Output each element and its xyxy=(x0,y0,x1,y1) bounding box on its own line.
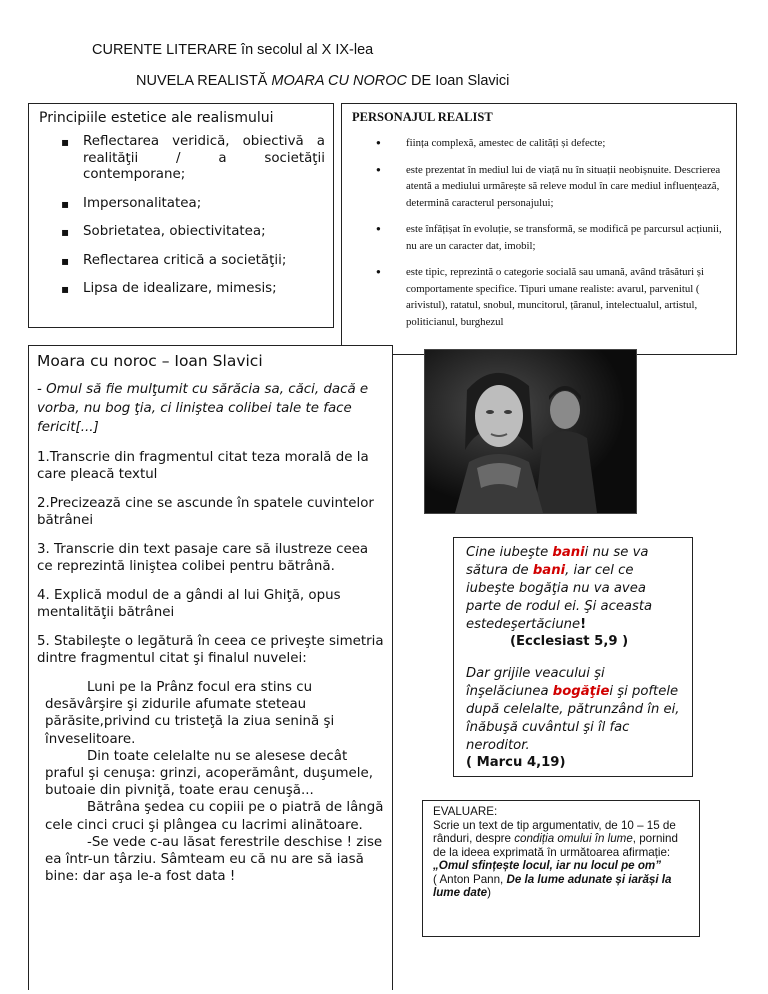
question: 2.Precizează cine se ascunde în spatele cuvintelor bătrânei xyxy=(37,496,374,528)
list-item: ● ființa complexă, amestec de calități și defecte; xyxy=(376,135,726,152)
ecclesiast-reference: (Ecclesiast 5,9 ) xyxy=(510,634,629,649)
evaluation-source: ( Anton Pann, De la lume adunate și iarăși la lume date) xyxy=(433,872,672,899)
list-item: ▪ Lipsa de idealizare, mimesis; xyxy=(61,281,325,298)
evaluation-text: Scrie un text de tip argumentativ, de 10 – 15 de rânduri, despre condiția omului în lume, pornind de la ideea exprimată în următoarea afirmație: „Omul sfințește locul, iar nu locul pe om” xyxy=(433,818,678,872)
question: 5. Stabileşte o legătură în ceea ce priveşte simetria dintre fragmentul citat şi finalul nuvelei: xyxy=(37,634,384,666)
passage-paragraph: Luni pe la Prânz focul era stins cu desăvârşire şi zidurile afumate steteau părăsite,privind cu tristeţă la ziua senină şi înveselitoare. xyxy=(45,680,335,747)
evaluation-box xyxy=(422,800,700,937)
film-still-image xyxy=(424,349,637,514)
moral-quote: - Omul să fie mulţumit cu sărăcia sa, căci, dacă e vorba, nu bog ţia, ci liniştea colibei tale te face fericit[...] xyxy=(37,382,369,435)
question: 1.Transcrie din fragmentul citat teza morală de la care pleacă textul xyxy=(37,450,369,482)
principles-list xyxy=(37,134,325,298)
mark-quote: Dar grijile veacului şi înşelăciunea bogăţiei şi poftele după celelalte, pătrunzând în ei, înăbuşă cuvântul şi îl fac neroditor. xyxy=(466,666,680,753)
list-item: ● este prezentat în mediul lui de viață nu în situații neobișnuite. Descrierea atentă a mediului urmărește să releve modul în care mediul influențează, determină caracterul personajului; xyxy=(376,162,726,212)
passage-paragraph: -Se vede c-au lăsat ferestrile deschise ! zise ea într-un târziu. Sâmteam eu că nu are să iasă bine: dar aşa le-a fost data ! xyxy=(45,834,383,885)
page-subheading: NUVELA REALISTĂ MOARA CU NOROC DE Ioan Slavici xyxy=(136,73,510,89)
passage-paragraph: Bătrâna şedea cu copiii pe o piatră de lângă cele cinci cruci şi plângea cu lacrimi alinătoare. xyxy=(45,800,384,833)
list-item: ▪ Sobrietatea, obiectivitatea; xyxy=(61,224,325,241)
character-list xyxy=(352,135,726,330)
passage-paragraph: Din toate celelalte nu se alesese decât praful şi cenuşa: grinzi, acoperământ, duşumele, butoaie din pivniţă, toate erau cenuşă... xyxy=(45,748,373,799)
principles-title: Principiile estetice ale realismului xyxy=(39,110,274,126)
question: 3. Transcrie din text pasaje care să ilustreze ceea ce reprezintă liniştea colibei pentru bătrână. xyxy=(37,542,369,574)
bible-quotes-box xyxy=(453,537,693,777)
evaluation-title: EVALUARE: xyxy=(433,805,498,818)
ecclesiast-quote: Cine iubeşte banii nu se va sătura de bani, iar cel ce iubeşte bogăţia nu va avea parte de rodul ei. Şi aceasta estedeşertăciune! xyxy=(466,545,653,632)
list-item: ● este tipic, reprezintă o categorie socială sau umană, având trăsături și comportamente specifice. Tipuri umane realiste: avarul, parvenitul ( arivistul), ratatul, snobul, muncitorul, țăranul, intelectualul, artistul, politicianul, burghezul xyxy=(376,264,726,330)
list-item: ▪ Impersonalitatea; xyxy=(61,196,325,213)
exercise-box xyxy=(28,345,393,990)
list-item: ▪ Reflectarea veridică, obiectivă a realităţii / a societăţii contemporane; xyxy=(61,134,325,184)
principles-box xyxy=(28,103,334,328)
exercise-title: Moara cu noroc – Ioan Slavici xyxy=(37,352,263,370)
film-still-drawing xyxy=(425,350,636,513)
character-title: PERSONAJUL REALIST xyxy=(352,110,493,124)
realist-character-box xyxy=(341,103,737,355)
list-item: ● este înfățișat în evoluție, se transformă, se modifică pe parcursul acțiunii, nu are un caracter dat, imobil; xyxy=(376,221,726,254)
page-heading: CURENTE LITERARE în secolul al X IX-lea xyxy=(92,42,374,58)
mark-reference: ( Marcu 4,19) xyxy=(466,755,566,770)
passage xyxy=(37,679,384,885)
question: 4. Explică modul de a gândi al lui Ghiţă, opus mentalităţii bătrânei xyxy=(37,588,341,620)
list-item: ▪ Reflectarea critică a societăţii; xyxy=(61,253,325,270)
